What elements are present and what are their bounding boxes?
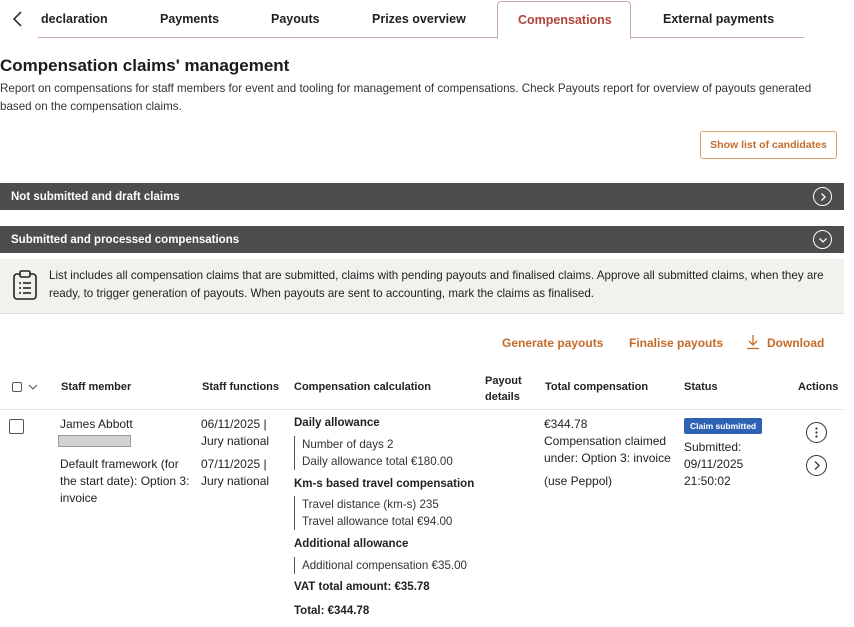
calc-total: Total: €344.78	[294, 605, 370, 617]
tab-declaration[interactable]: declaration	[41, 12, 108, 26]
header-status[interactable]: Status	[684, 381, 718, 393]
function-role-2: Jury national	[201, 474, 270, 488]
redacted-field	[58, 435, 131, 447]
travel-distance: Travel distance (km-s) 235	[302, 498, 439, 511]
status-badge: Claim submitted	[684, 418, 762, 434]
header-payout-details[interactable]	[485, 373, 522, 405]
tab-compensations-label: Compensations	[518, 13, 612, 27]
tab-payouts[interactable]: Payouts	[271, 12, 320, 26]
header-total-compensation[interactable]: Total compensation	[545, 381, 649, 393]
tab-external-payments[interactable]: External payments	[663, 12, 775, 26]
tab-bar	[0, 0, 854, 38]
vat-total: VAT total amount: €35.78	[294, 581, 430, 593]
accordion-not-submitted-label: Not submitted and draft claims	[11, 190, 180, 203]
select-all-checkbox[interactable]	[12, 382, 22, 392]
accordion-submitted[interactable]	[0, 226, 844, 253]
total-claimed-under: Compensation claimed under: Option 3: invoice	[544, 434, 671, 465]
generate-payouts-button[interactable]: Generate payouts	[502, 336, 604, 350]
show-list-of-candidates-button[interactable]: Show list of candidates	[700, 131, 837, 159]
additional-allowance-details	[294, 557, 467, 574]
staff-member-framework: Default framework (for the start date): Option 3: invoice	[60, 457, 190, 505]
accordion-not-submitted[interactable]	[0, 183, 844, 210]
staff-member-name[interactable]: James Abbott	[60, 417, 133, 431]
total-amount: €344.78	[544, 417, 588, 431]
open-claim-button[interactable]	[806, 455, 827, 476]
chevron-down-icon[interactable]	[28, 383, 38, 391]
info-box	[0, 259, 844, 314]
daily-allowance-details	[294, 436, 453, 470]
header-compensation-calculation[interactable]: Compensation calculation	[294, 381, 431, 393]
additional-allowance-title: Additional allowance	[294, 538, 409, 550]
km-travel-title: Km-s based travel compensation	[294, 478, 475, 490]
tab-prizes-overview[interactable]: Prizes overview	[372, 12, 466, 26]
accordion-submitted-label: Submitted and processed compensations	[11, 233, 240, 246]
header-actions: Actions	[798, 381, 839, 393]
function-date-2: 07/11/2025 |	[201, 457, 267, 471]
page-title: Compensation claims' management	[0, 56, 290, 75]
download-icon[interactable]	[746, 334, 760, 350]
row-checkbox[interactable]	[9, 419, 24, 434]
chevron-left-icon[interactable]	[10, 10, 26, 28]
page-description: Report on compensations for staff members for event and tooling for management of compensations. Check Payouts report for overview of payouts generated based on the compensation claims.	[0, 82, 812, 113]
header-payout-details-line1: Payout	[485, 375, 522, 387]
daily-days: Number of days 2	[302, 438, 394, 451]
tab-payments[interactable]: Payments	[160, 12, 220, 26]
more-actions-button[interactable]	[806, 422, 827, 443]
more-vertical-icon	[807, 423, 826, 442]
chevron-right-circle-icon[interactable]	[813, 187, 832, 206]
travel-total: Travel allowance total €94.00	[302, 515, 453, 528]
additional-compensation: Additional compensation €35.00	[302, 559, 468, 572]
header-staff-member[interactable]: Staff member	[61, 381, 132, 393]
function-date-1: 06/11/2025 |	[201, 417, 267, 431]
daily-total: Daily allowance total €180.00	[302, 455, 453, 468]
chevron-right-circle-icon	[807, 456, 826, 475]
info-text: List includes all compensation claims that are submitted, claims with pending payouts and finalised claims. Approve all submitted claims, when they are ready, to trigger generation of payouts. When payouts are sent to accounting, mark the claims as finalised.	[49, 269, 824, 300]
header-payout-details-line2: details	[485, 391, 520, 403]
clipboard-list-icon	[12, 269, 38, 301]
status-submitted: Submitted: 09/11/2025 21:50:02	[684, 440, 744, 488]
function-role-1: Jury national	[201, 434, 270, 448]
header-divider	[0, 409, 844, 410]
chevron-down-circle-icon[interactable]	[813, 230, 832, 249]
daily-allowance-title: Daily allowance	[294, 417, 380, 429]
finalise-payouts-button[interactable]: Finalise payouts	[629, 336, 724, 350]
header-staff-functions[interactable]: Staff functions	[202, 381, 279, 393]
download-button[interactable]: Download	[767, 336, 825, 350]
total-peppol-note: (use Peppol)	[544, 474, 613, 488]
km-travel-details	[294, 496, 452, 530]
tab-compensations[interactable]	[497, 1, 631, 39]
tab-baseline	[38, 37, 804, 38]
